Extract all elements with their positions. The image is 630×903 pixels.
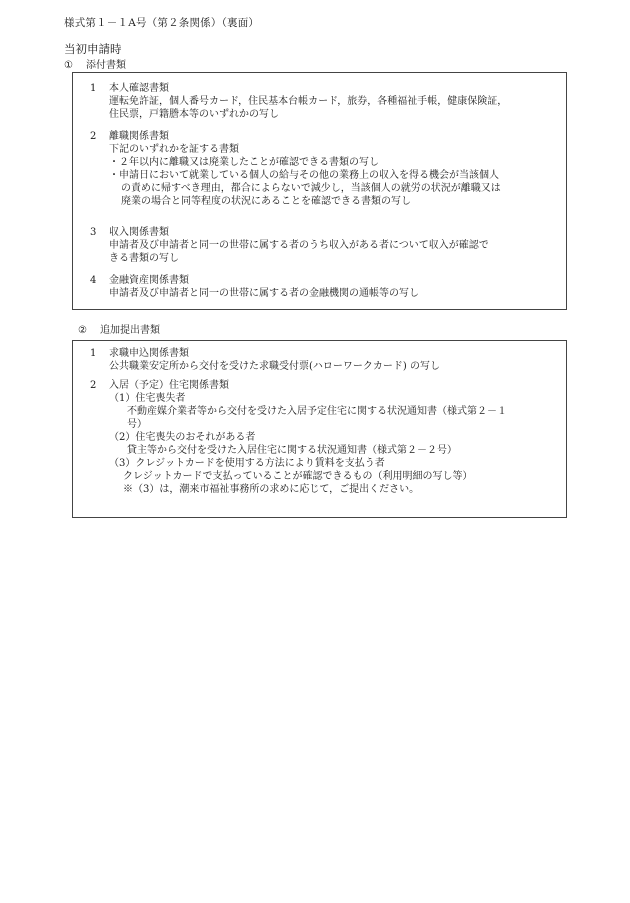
item-title: 金融資産関係書類: [109, 275, 189, 286]
item-text: 申請者及び申請者と同一の世帯に属する者のうち収入がある者について収入が確認で: [109, 240, 489, 251]
item-text: 運転免許証，個人番号カード，住民基本台帳カード，旅券，各種福祉手帳，健康保険証，: [109, 96, 508, 107]
item-number: 2: [90, 131, 97, 142]
item-text: 住民票，戸籍謄本等のいずれかの写し: [109, 109, 279, 120]
sub-item-text: クレジットカードで支払っていることが確認できるもの（利用明細の写し等）: [123, 471, 473, 482]
part2-title: 追加提出書類: [100, 325, 160, 336]
item-number: 2: [90, 380, 97, 391]
part1-heading: [64, 59, 126, 72]
attachments-box: [72, 72, 567, 310]
item-title: 収入関係書類: [109, 227, 169, 238]
item-text: きる書類の写し: [109, 253, 179, 264]
sub-item-note: ※（3）は，潮来市福祉事務所の求めに応じて，ご提出ください。: [123, 484, 420, 495]
part2-heading: [78, 324, 160, 337]
part2-number: ②: [78, 325, 87, 336]
item-number: 4: [90, 275, 97, 286]
sub-item-label: （1）住宅喪失者: [109, 393, 186, 404]
part1-title: 添付書類: [86, 60, 126, 71]
item-title: 入居（予定）住宅関係書類: [109, 380, 229, 391]
item-title: 離職関係書類: [109, 131, 169, 142]
item-number: 1: [90, 83, 97, 94]
item-intro: 下記のいずれかを証する書類: [109, 144, 239, 155]
additional-documents-box: [72, 340, 567, 518]
sub-item-text: 不動産媒介業者等から交付を受けた入居予定住宅に関する状況通知書（様式第２－１: [127, 406, 507, 417]
bullet-text: ・２年以内に離職又は廃業したことが確認できる書類の写し: [109, 157, 379, 168]
item-text: 公共職業安定所から交付を受けた求職受付票(ハローワークカード) の写し: [109, 361, 440, 372]
part1-number: ①: [64, 60, 73, 71]
section-title: 当初申請時: [64, 42, 122, 56]
sub-item-label: （2）住宅喪失のおそれがある者: [109, 432, 256, 443]
sub-item-text: 貸主等から交付を受けた入居住宅に関する状況通知書（様式第２－２号）: [127, 445, 457, 456]
item-number: 3: [90, 227, 97, 238]
bullet-text: 廃業の場合と同等程度の状況にあることを確認できる書類の写し: [121, 196, 411, 207]
form-identifier: 様式第１－１A号（第２条関係）（裏面）: [64, 17, 260, 29]
item-title: 求職申込関係書類: [109, 348, 189, 359]
item-title: 本人確認書類: [109, 83, 169, 94]
bullet-text: の責めに帰すべき理由，都合によらないで減少し，当該個人の就労の状況が離職又は: [121, 183, 501, 194]
sub-item-text: 号）: [127, 419, 147, 430]
bullet-text: ・申請日において就業している個人の給与その他の業務上の収入を得る機会が当該個人: [109, 170, 499, 181]
item-text: 申請者及び申請者と同一の世帯に属する者の金融機関の通帳等の写し: [109, 288, 419, 299]
item-number: 1: [90, 348, 97, 359]
sub-item-label: （3）クレジットカードを使用する方法により賃料を支払う者: [109, 458, 385, 469]
